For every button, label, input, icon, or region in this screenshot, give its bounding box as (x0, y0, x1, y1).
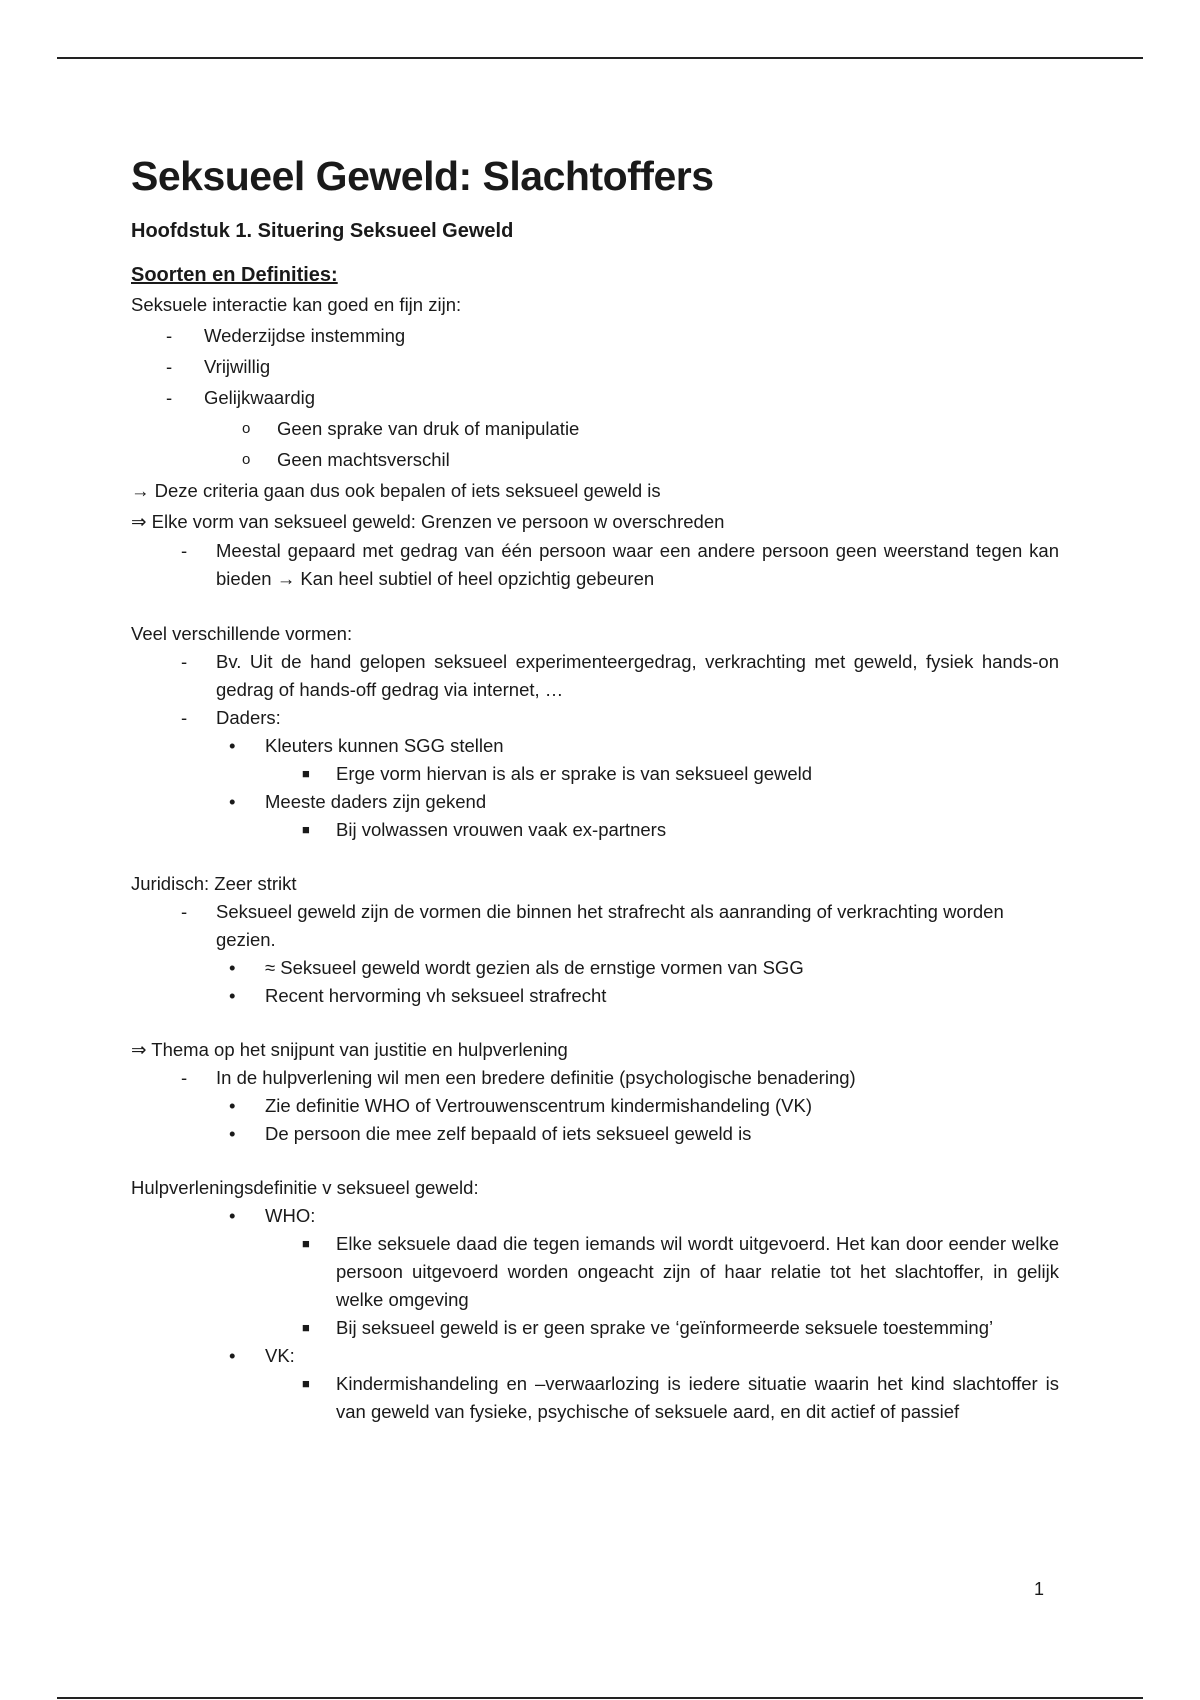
list-item: ■ Erge vorm hiervan is als er sprake is van seksueel geweld (302, 763, 813, 784)
list-item: - Seksueel geweld zijn de vormen die binnen het strafrecht als aanranding of verkrachting worden gezien. (181, 901, 1004, 950)
list-item: - Gelijkwaardig (166, 387, 316, 408)
document-page (131, 150, 1059, 1426)
list-item: - Daders: (181, 707, 281, 728)
arrow-note: ⇒ Elke vorm van seksueel geweld: Grenzen ve persoon w overschreden (131, 511, 725, 532)
list-item: • VK: (229, 1345, 295, 1366)
list-item: - Wederzijdse instemming (166, 325, 406, 346)
list-item: • ≈ Seksueel geweld wordt gezien als de ernstige vormen van SGG (229, 957, 804, 978)
list-item: • Kleuters kunnen SGG stellen (229, 735, 504, 756)
paragraph-heading: Veel verschillende vormen: (131, 623, 353, 644)
list-item: • WHO: (229, 1205, 316, 1226)
intro-text: Seksuele interactie kan goed en fijn zijn: (131, 294, 462, 315)
paragraph-heading: ⇒ Thema op het snijpunt van justitie en hulpverlening (131, 1039, 568, 1060)
footer-rule (57, 1697, 1143, 1699)
list-item: • De persoon die mee zelf bepaald of iets seksueel geweld is (229, 1123, 752, 1144)
list-item: ■ Kindermishandeling en –verwaarlozing is iedere situatie waarin het kind slachtoffer is van geweld van fysieke, psychische of seksuele aard, en dit actief of passief (302, 1373, 1059, 1422)
document-title: Seksueel Geweld: Slachtoffers (131, 153, 714, 199)
page-number: 1 (1034, 1579, 1045, 1599)
arrow-note: → Deze criteria gaan dus ook bepalen of iets seksueel geweld is (131, 480, 661, 501)
section-heading: Soorten en Definities: (131, 264, 338, 286)
list-item: o Geen sprake van druk of manipulatie (242, 418, 580, 439)
list-item: - Meestal gepaard met gedrag van één persoon waar een andere persoon geen weerstand tegen kan bieden → Kan heel subtiel of heel opzichtig gebeuren (181, 540, 1059, 589)
list-item: ■ Bij volwassen vrouwen vaak ex-partners (302, 819, 667, 840)
list-item: • Zie definitie WHO of Vertrouwenscentrum kindermishandeling (VK) (229, 1095, 813, 1116)
list-item: - Vrijwillig (166, 356, 271, 377)
list-item: o Geen machtsverschil (242, 449, 450, 470)
list-item: ■ Elke seksuele daad die tegen iemands wil wordt uitgevoerd. Het kan door eender welke persoon uitgevoerd worden ongeacht zijn of haar relatie tot het slachtoffer, in gelijk welke omgeving (302, 1233, 1059, 1310)
paragraph-heading: Juridisch: Zeer strikt (131, 873, 297, 894)
list-item: - Bv. Uit de hand gelopen seksueel experimenteergedrag, verkrachting met geweld, fysiek hands-on gedrag of hands-off gedrag via internet, … (181, 651, 1059, 700)
header-rule (57, 57, 1143, 59)
chapter-heading: Hoofdstuk 1. Situering Seksueel Geweld (131, 220, 514, 242)
list-item: • Recent hervorming vh seksueel strafrecht (229, 985, 607, 1006)
list-item: ■ Bij seksueel geweld is er geen sprake ve ‘geïnformeerde seksuele toestemming’ (302, 1317, 994, 1338)
list-item: - In de hulpverlening wil men een bredere definitie (psychologische benadering) (181, 1067, 856, 1088)
paragraph-heading: Hulpverleningsdefinitie v seksueel geweld: (131, 1177, 479, 1198)
list-item: • Meeste daders zijn gekend (229, 791, 487, 812)
